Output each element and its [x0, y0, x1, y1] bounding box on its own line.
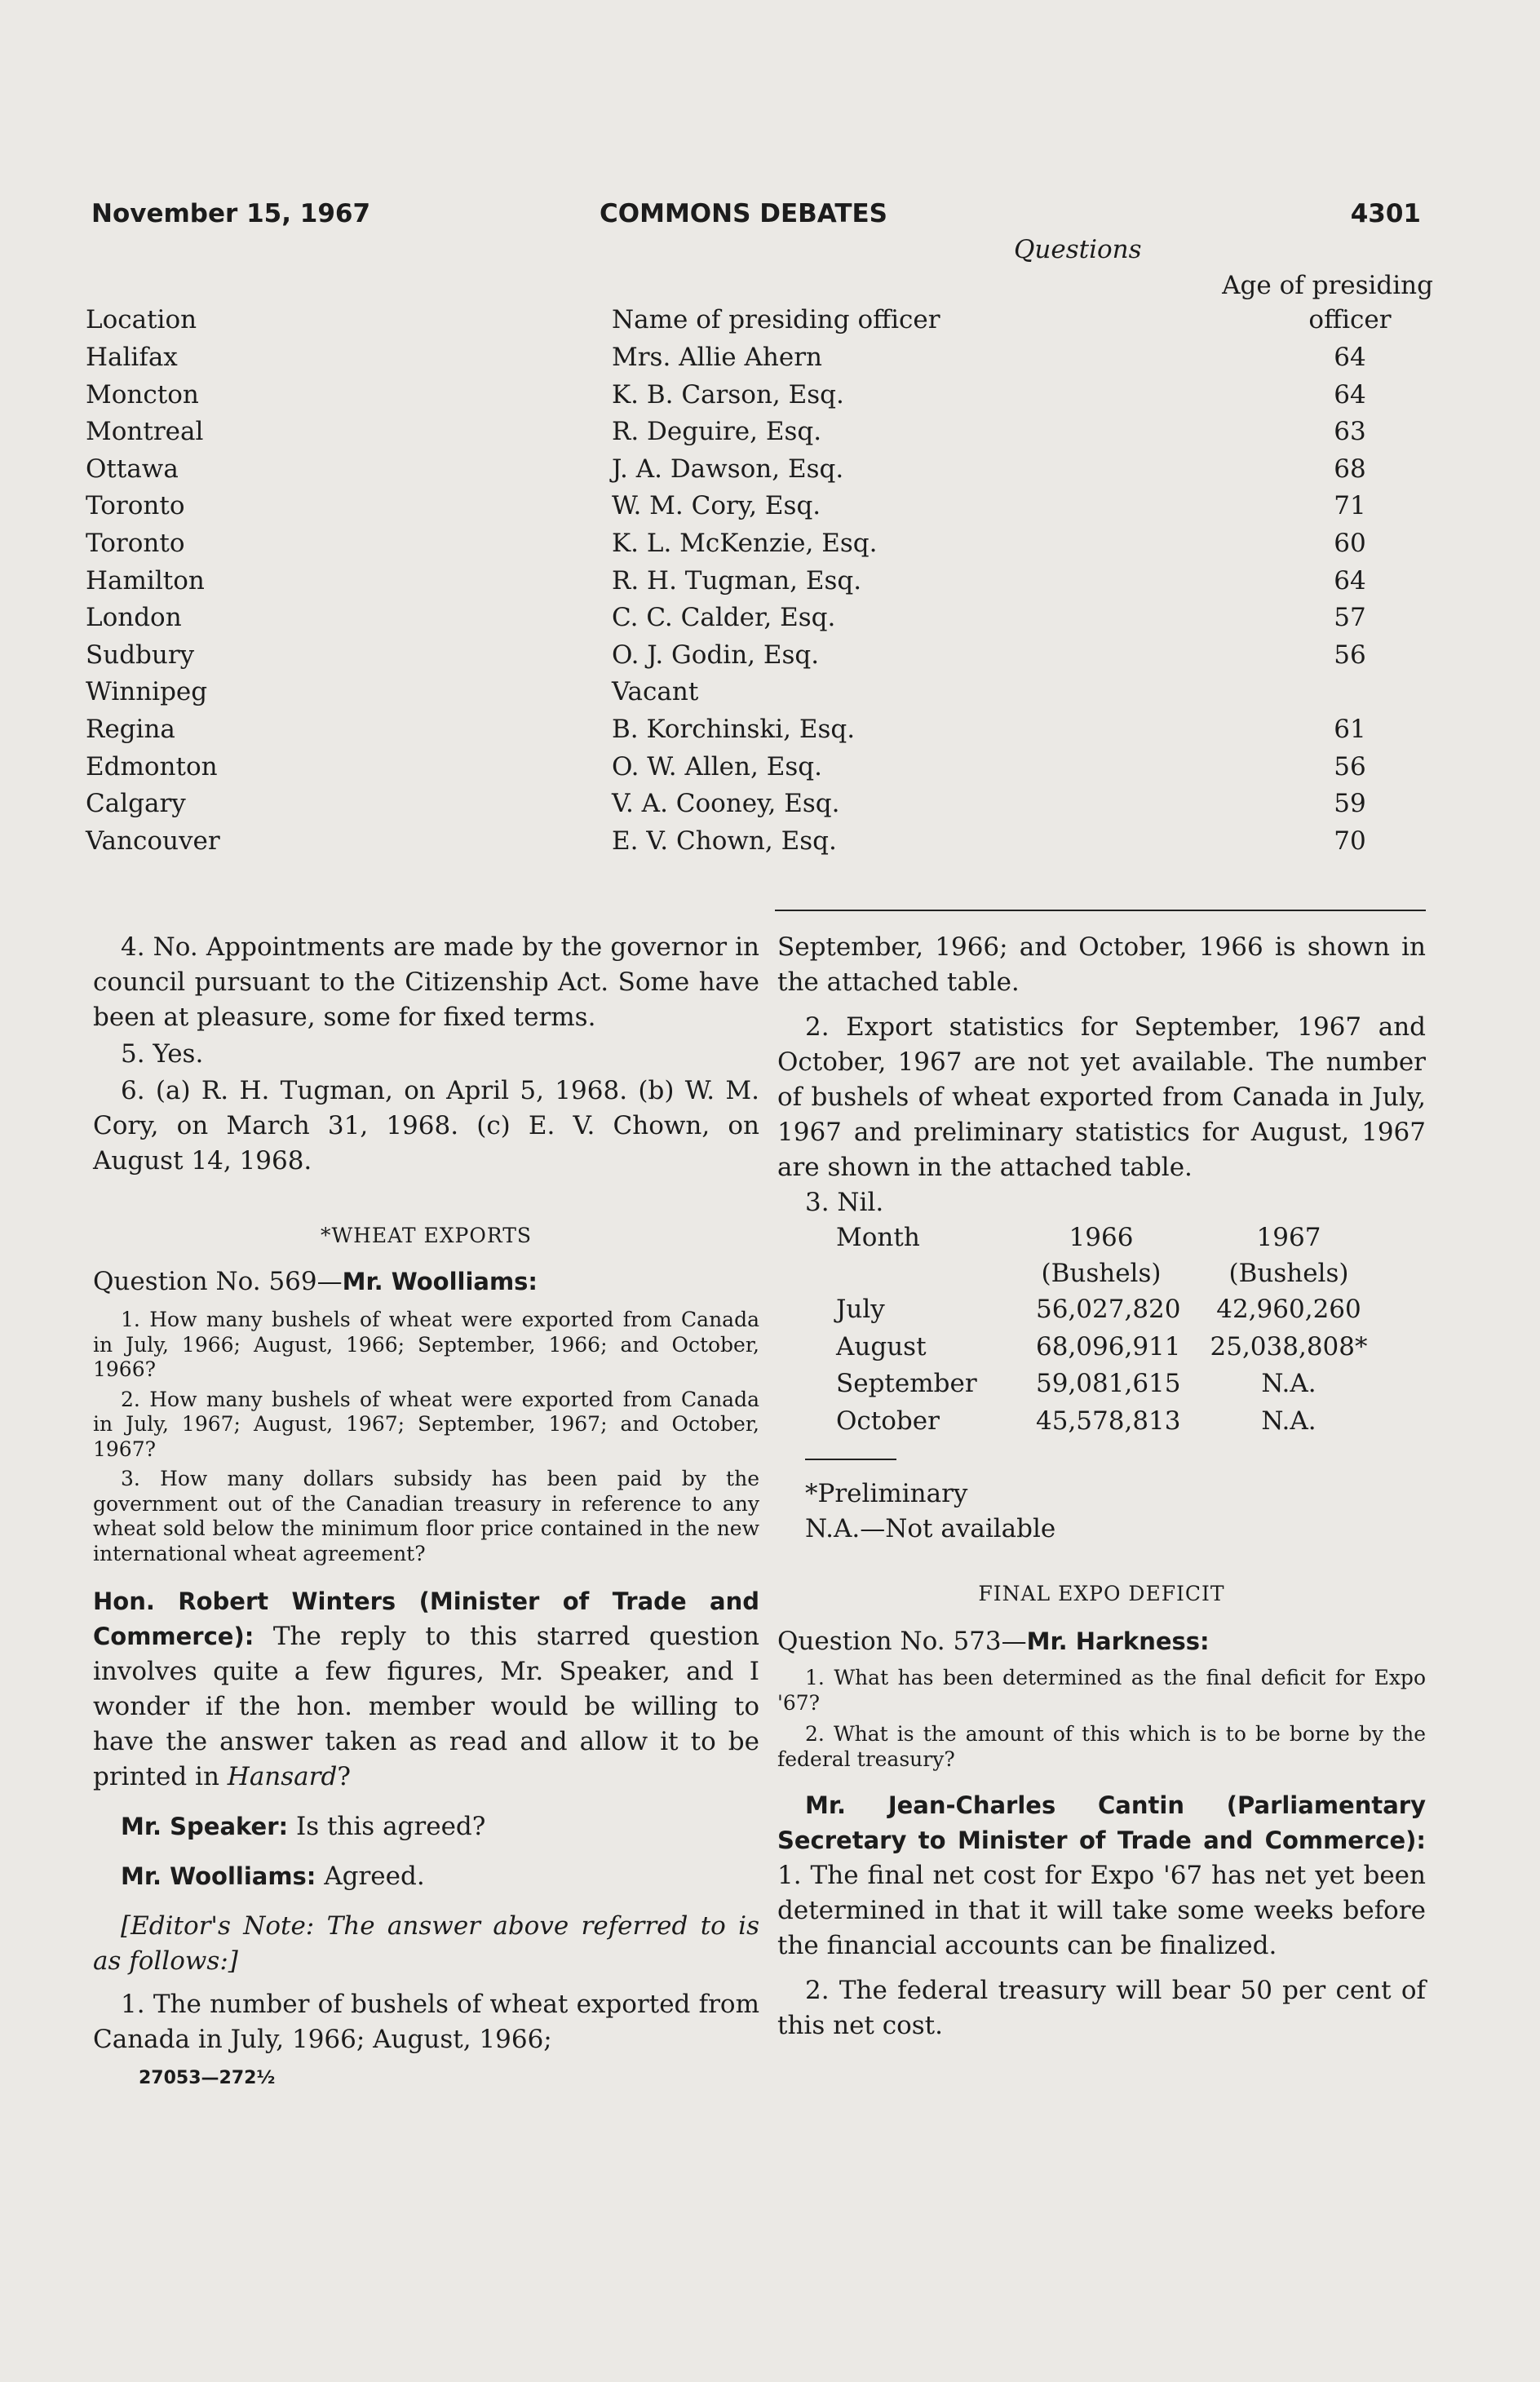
presiding-officers-table: [86, 261, 1433, 863]
question-569-item-1: 1. How many bushels of wheat were exported from Canada in July, 1966; August, 1966; September, 1966; and October, 1966?: [93, 1308, 759, 1381]
table-row: [836, 1292, 1399, 1330]
age-cell: 71: [1334, 491, 1366, 521]
location-cell: Calgary: [86, 789, 186, 819]
location-cell: Winnipeg: [86, 677, 208, 707]
age-cell: 64: [1334, 379, 1366, 410]
bushels-1967-cell: 42,960,260: [1216, 1295, 1361, 1324]
table-row: [86, 491, 1423, 529]
name-cell: K. B. Carson, Esq.: [612, 379, 844, 410]
question-569-asker: Mr. Woolliams:: [342, 1268, 538, 1295]
col-month: Month: [836, 1223, 920, 1252]
age-cell: 64: [1334, 565, 1366, 596]
woolliams-text: Agreed.: [316, 1862, 425, 1891]
question-569-label: Question No. 569—: [93, 1267, 343, 1296]
left-column: [93, 930, 759, 2096]
notes-rule: [805, 1459, 896, 1460]
table-row: [86, 752, 1423, 790]
hansard: Hansard: [227, 1762, 338, 1791]
location-cell: Halifax: [86, 343, 178, 372]
question-573: [777, 1624, 1426, 1659]
wheat-exports-title: *WHEAT EXPORTS: [320, 1224, 533, 1247]
month-cell: August: [836, 1331, 927, 1361]
header-page-number: 4301: [1350, 199, 1421, 228]
name-cell: O. J. Godin, Esq.: [612, 640, 820, 670]
table-rule: [775, 910, 1426, 911]
bushels-1966-cell: 68,096,911: [1036, 1331, 1181, 1361]
bushels-1967-cell: 25,038,808*: [1210, 1331, 1368, 1361]
question-573-label: Question No. 573—: [777, 1627, 1027, 1656]
age-cell: 57: [1334, 603, 1366, 633]
col-name: Name of presiding officer: [612, 305, 940, 334]
question-573-item-2: 2. What is the amount of this which is to be borne by the federal treasury?: [777, 1722, 1426, 1771]
name-cell: R. Deguire, Esq.: [612, 417, 822, 447]
answer-3: 3. Nil.: [805, 1188, 884, 1217]
speaker-cantin: Mr. Jean-Charles Cantin (Parliamentary Secretary to Minister of Trade and Commerce):: [777, 1791, 1426, 1854]
age-cell: 68: [1334, 454, 1366, 484]
note-preliminary: *Preliminary: [805, 1479, 968, 1508]
month-cell: September: [836, 1369, 977, 1398]
table-row: [86, 529, 1423, 566]
age-cell: 64: [1334, 343, 1366, 372]
table-row: [86, 454, 1423, 492]
answer-1-continued: September, 1966; and October, 1966 is shown in the attached table.: [777, 932, 1426, 997]
col-age-line1: Age of presiding: [1222, 271, 1433, 300]
name-cell: C. C. Calder, Esq.: [612, 603, 836, 633]
question-573-item-1: 1. What has been determined as the final deficit for Expo '67?: [777, 1666, 1426, 1715]
age-cell: 63: [1334, 417, 1366, 447]
age-cell: 70: [1334, 826, 1366, 856]
woolliams-name: Mr. Woolliams:: [121, 1862, 316, 1890]
location-cell: Sudbury: [86, 640, 195, 670]
expo-deficit-title: FINAL EXPO DEFICIT: [978, 1582, 1225, 1605]
answer-6: 6. (a) R. H. Tugman, on April 5, 1968. (b) W. M. Cory, on March 31, 1968. (c) E. V. Chown, on August 14, 1968.: [93, 1076, 759, 1176]
answer-5: 5. Yes.: [121, 1039, 204, 1069]
name-cell: K. L. McKenzie, Esq.: [612, 528, 878, 558]
question-569-item-2: 2. How many bushels of wheat were exported from Canada in July, 1967; August, 1967; September, 1967; and October, 1967?: [93, 1387, 759, 1461]
table-row: [86, 789, 1423, 826]
table-row: [86, 380, 1423, 418]
table-row: [86, 715, 1423, 752]
speaker-name: Mr. Speaker:: [121, 1813, 289, 1840]
woolliams-line: [93, 1859, 759, 1894]
table-row: [86, 603, 1423, 640]
answer-1: 1. The number of bushels of wheat exported from Canada in July, 1966; August, 1966;: [93, 1990, 759, 2054]
section-title: Questions: [1014, 235, 1142, 264]
table-row: [836, 1330, 1399, 1367]
answer-2: 2. Export statistics for September, 1967 and October, 1967 are not yet available. The number of bushels of wheat exported from Canada in July, 1967 and preliminary statistics for August, 1967 are shown in the attached table.: [777, 1012, 1426, 1182]
question-573-asker: Mr. Harkness:: [1026, 1627, 1210, 1655]
name-cell: J. A. Dawson, Esq.: [612, 454, 844, 484]
winters-text: The reply to this starred question involves quite a few figures, Mr. Speaker, and I wonder if the hon. member would be willing to have the answer taken as read and allow it to be printed in: [93, 1622, 759, 1791]
page-footer: 27053—272½: [139, 2068, 276, 2088]
answer-4: 4. No. Appointments are made by the governor in council pursuant to the Citizenship Act. Some have been at pleasure, some for fixed terms.: [93, 932, 759, 1032]
col-1966: 1966: [1069, 1223, 1134, 1252]
table-row: [86, 343, 1423, 380]
location-cell: London: [86, 603, 182, 633]
table-row: [86, 640, 1423, 678]
location-cell: Regina: [86, 714, 175, 744]
bushels-1967-cell: N.A.: [1261, 1369, 1317, 1398]
age-cell: 56: [1334, 751, 1366, 781]
cantin-reply: [777, 1788, 1426, 1964]
name-cell: O. W. Allen, Esq.: [612, 751, 822, 781]
name-cell: B. Korchinski, Esq.: [612, 714, 856, 744]
bushels-1966-cell: 45,578,813: [1036, 1406, 1181, 1436]
col-location: Location: [86, 305, 197, 334]
speaker-line: [93, 1809, 759, 1844]
name-cell: V. A. Cooney, Esq.: [612, 789, 840, 819]
age-cell: 56: [1334, 640, 1366, 670]
col-age-line2: officer: [1308, 305, 1392, 334]
wheat-table-units: [836, 1256, 1399, 1292]
cantin-answer-2: 2. The federal treasury will bear 50 per cent of this net cost.: [777, 1976, 1426, 2040]
location-cell: Moncton: [86, 379, 199, 410]
name-cell: R. H. Tugman, Esq.: [612, 565, 862, 596]
right-column: [777, 930, 1426, 2043]
bushels-1967-cell: N.A.: [1261, 1406, 1317, 1436]
table-row: [86, 677, 1423, 715]
unit-1966: (Bushels): [1041, 1259, 1162, 1288]
location-cell: Hamilton: [86, 565, 205, 596]
table-header: [86, 261, 1433, 343]
editor-note: [Editor's Note: The answer above referred to is as follows:]: [93, 1911, 759, 1976]
month-cell: October: [836, 1406, 940, 1436]
table-row: [836, 1366, 1399, 1404]
table-row: [86, 566, 1423, 604]
month-cell: July: [836, 1295, 885, 1324]
wheat-rows: [836, 1292, 1399, 1441]
table-row: [86, 826, 1423, 864]
winters-text-end: ?: [337, 1762, 351, 1791]
name-cell: W. M. Cory, Esq.: [612, 491, 821, 521]
bushels-1966-cell: 56,027,820: [1036, 1295, 1181, 1324]
unit-1967: (Bushels): [1228, 1259, 1349, 1288]
wheat-table-header: [836, 1220, 1399, 1256]
speaker-text: Is this agreed?: [288, 1812, 486, 1841]
location-cell: Montreal: [86, 417, 204, 447]
age-cell: 61: [1334, 714, 1366, 744]
cantin-text: 1. The final net cost for Expo '67 has net yet been determined in that it will take some weeks before the financial accounts can be finalized.: [777, 1861, 1426, 1960]
speaker-winters: Hon. Robert Winters (Minister of Trade and Commerce):: [93, 1587, 759, 1650]
table-row: [836, 1404, 1399, 1441]
col-1967: 1967: [1256, 1223, 1321, 1252]
name-cell: E. V. Chown, Esq.: [612, 826, 837, 856]
question-569: [93, 1264, 759, 1299]
location-cell: Edmonton: [86, 751, 218, 781]
header-title: COMMONS DEBATES: [600, 199, 887, 228]
name-cell: Mrs. Allie Ahern: [612, 343, 822, 372]
location-cell: Toronto: [86, 528, 185, 558]
location-cell: Vancouver: [86, 826, 220, 856]
bushels-1966-cell: 59,081,615: [1036, 1369, 1181, 1398]
question-569-item-3: 3. How many dollars subsidy has been paid by the government out of the Canadian treasury in reference to any wheat sold below the minimum floor price contained in the new international wheat agreement?: [93, 1467, 759, 1565]
location-cell: Toronto: [86, 491, 185, 521]
officer-rows: [86, 343, 1423, 863]
wheat-exports-table: [836, 1220, 1399, 1441]
name-cell: Vacant: [612, 677, 699, 707]
location-cell: Ottawa: [86, 454, 179, 484]
age-cell: 59: [1334, 789, 1366, 819]
age-cell: 60: [1334, 528, 1366, 558]
note-not-available: N.A.—Not available: [805, 1514, 1056, 1543]
header-date: November 15, 1967: [91, 199, 371, 228]
winters-reply: [93, 1584, 759, 1795]
table-row: [86, 417, 1423, 454]
